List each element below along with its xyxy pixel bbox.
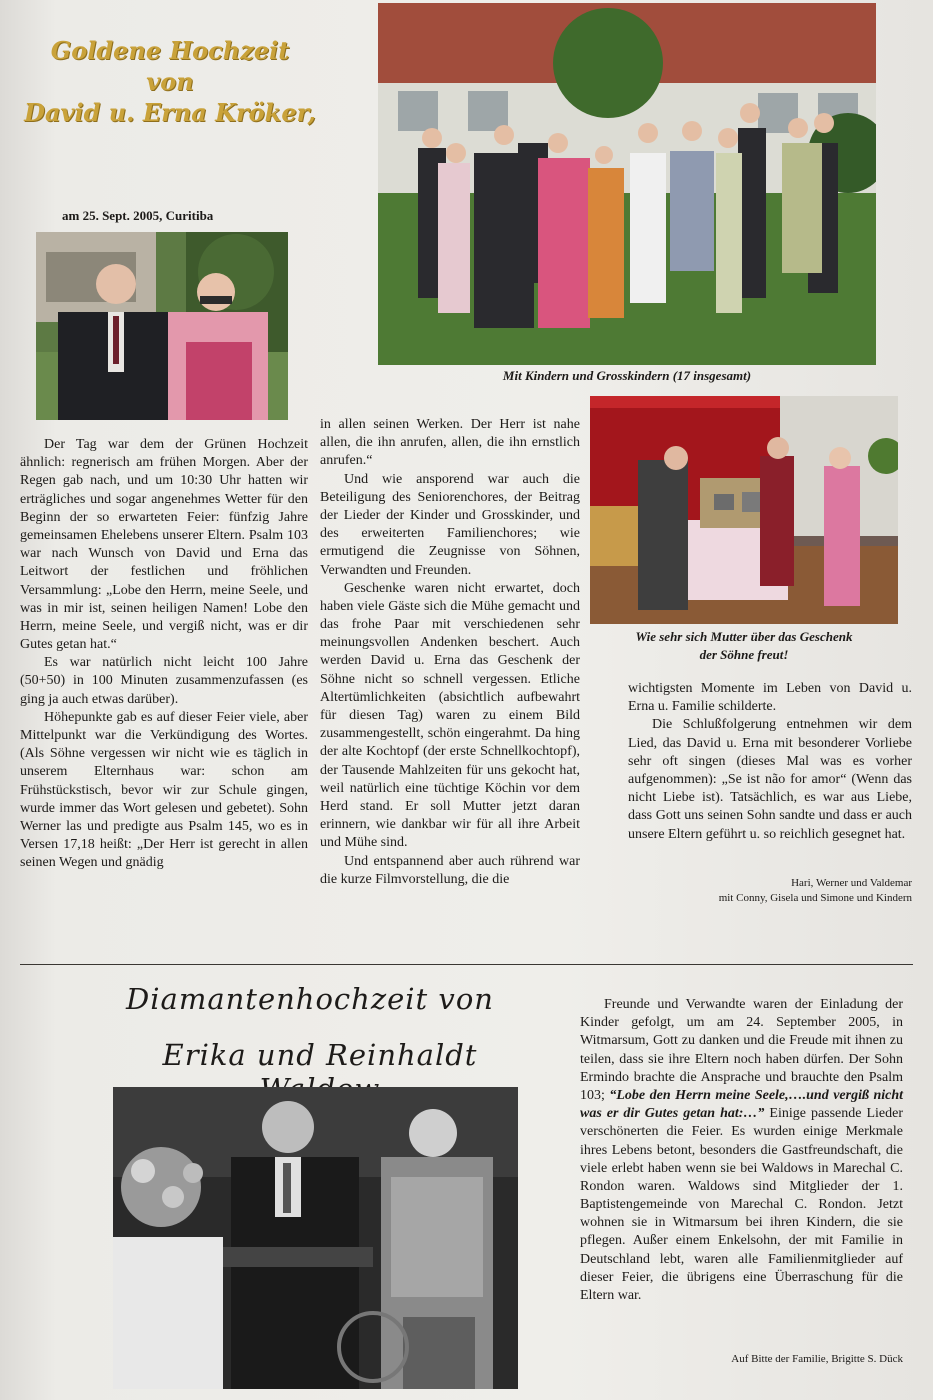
gift-caption-line-1: Wie sehr sich Mutter über das Geschenk	[635, 629, 853, 644]
gift-photo-caption	[590, 628, 898, 664]
article1-title	[20, 38, 320, 126]
paragraph: Es war natürlich nicht leicht 100 Jahre (50+50) in 100 Minuten zusammenzufassen (es ging ja auch etwas darüber).	[20, 655, 308, 707]
family-group-photo	[378, 3, 876, 365]
article2-text-body: Einige passende Lieder verschönerten die Feier. Es wurden einige Merkmale ihres Lebens betont, besonders die Gastfreundschaft, die viele erlebt haben wenn sie bei Waldows in Marechal C. Rondon waren. Waldows sind Mitglieder der 1. Baptistengemeinde von Marechal C. Rondon. Jetzt wohnen sie in Witmarsum bei ihren Kindern, die sie pflegen. Außer einem Enkelsohn, der mit Familie in Deutschland lebt, waren alle Familienmitglieder auf dieser Feier, die übrigens eine Überraschung für die Eltern war.	[580, 1106, 903, 1303]
couple-photo	[36, 232, 288, 420]
gift-photo	[590, 396, 898, 624]
article2-title-line-1: Diamantenhochzeit von	[126, 982, 494, 1016]
paragraph: in allen seinen Werken. Der Herr ist nahe allen, die ihn anrufen, allen, die ihn ernstlich anrufen.“	[320, 417, 580, 469]
paragraph: Die Schlußfolgerung entnehmen wir dem Lied, das David u. Erna mit besonderer Vorliebe sehr oft singen (dieses Mal was es vorher aufgenommen): „Se ist não for amor“ (Wenn das nicht Liebe ist). Tatsächlich, es war aus Liebe, dass Gott uns seinen Sohn sandte und dass er auch unsere Eltern geführt u. so reichlich gesegnet hat.	[628, 717, 912, 842]
article2-column	[580, 996, 903, 1305]
paragraph: Und wie ansporend war auch die Beteiligung des Seniorenchores, der Beitrag der Lieder der Kinder und Grosskinder, und des erweiterten Familienchores; wie ermutigend die Zeugnisse von Söhnen, Verwandten und Freunden.	[320, 471, 580, 578]
article2-psalm-quote: “Lobe den Herrn meine Seele,….und vergiß nicht was er dir Gutes getan hat:…”	[580, 1087, 904, 1122]
article2-title-line-2: Erika und Reinhaldt	[162, 1038, 478, 1072]
title-line-2: von	[146, 67, 194, 97]
diamond-couple-photo	[113, 1087, 518, 1389]
paragraph: Höhepunkte gab es auf dieser Feier viele, aber Mittelpunkt war die Verkündigung des Wortes. (Als Söhne vergessen wir nicht wie es täglich in unserem Elternhaus war: schon am Frühstückstisch, bevor wir zur Schule gingen, wurde immer das Wort gelesen und gebetet). Sohn Werner las und predigte aus Psalm 145, wo es in Versen 17,18 heißt: „Der Herr ist gerecht in allen seinen Wegen und gnädig	[20, 709, 308, 871]
paragraph: Geschenke waren nicht erwartet, doch haben viele Gäste sich die Mühe gemacht und das frohe Paar mit verschiedenen sehr meinungsvollen Andenken beschert. Auch werden David u. Erna das Geschenk der Söhne nicht so schnell vergessen. Etliche Altertümlichkeiten (absichtlich aufbewahrt für diesen Tag) waren zu einem Bild zusammengestellt, schön eingerahmt. Da hing der alte Kochtopf (der erste Schnellkochtopf), der Tausende Mahlzeiten für uns gekocht hat, weil natürlich eine tüchtige Köchin vor dem Herd stand. Er soll Mutter jetzt daran erinnern, wie dankbar wir für all ihre Arbeit und Mühe sind.	[320, 580, 580, 851]
title-line-1: Goldene Hochzeit	[50, 36, 290, 65]
article1-column-3	[628, 680, 912, 844]
group-photo-caption: Mit Kindern und Grosskindern (17 insgesamt)	[502, 368, 752, 383]
signature-line-1: Hari, Werner und Valdemar	[791, 877, 912, 889]
paragraph: wichtigsten Momente im Leben von David u. Erna u. Familie schilderte.	[628, 681, 912, 715]
signature-line-2: mit Conny, Gisela und Simone und Kindern	[718, 891, 912, 904]
article2-text-intro: Freunde und Verwandte waren der Einladung der Kinder gefolgt, um am 24. September 2005, in Witmarsum, Gott zu danken und die Freude mit ihnen zu teilen, dass sie ihre Eltern noch haben dürfen. Der Sohn Ermindo brachte die Ansprache und brauchte den Psalm 103;	[580, 997, 903, 1103]
gift-caption-line-2: der Söhne freut!	[699, 647, 789, 663]
title-line-3: David u. Erna Kröker,	[24, 98, 316, 128]
section-divider	[20, 964, 913, 965]
article1-signature	[628, 876, 912, 906]
article1-column-1	[20, 436, 308, 873]
article1-column-2	[320, 416, 580, 889]
paragraph	[580, 996, 903, 1305]
article2-signature: Auf Bitte der Familie, Brigitte S. Dück	[731, 1353, 903, 1365]
paragraph: Der Tag war dem der Grünen Hochzeit ähnlich: regnerisch am frühen Morgen. Aber der Regen gab nach, und um 10:30 Uhr hatten wir erträgliches und sogar angenehmes Wetter für den Beginn der so erwarteten Feier: fünfzig Jahre gemeinsamen Ehelebens unserer Eltern. Psalm 103 war nach Wunsch von David und Erna das Leitwort der festlichen und fröhlichen Versammlung: „Lobe den Herrn, meine Seele, und was in mir ist, seinen heiligen Namen! Lobe den Herrn, meine Seele, und vergiß nicht, was er dir Gutes getan hat.“	[20, 437, 308, 653]
date-location: am 25. Sept. 2005, Curitiba	[62, 208, 214, 223]
paragraph: Und entspannend aber auch rührend war die kurze Filmvorstellung, die die	[320, 853, 580, 887]
